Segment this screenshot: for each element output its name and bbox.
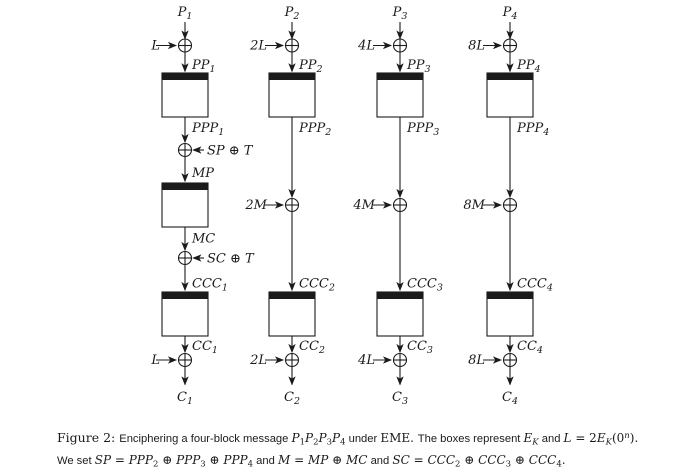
sp-xor-t-label: SP ⊕ T [207, 143, 253, 159]
mask-in-label: 2L [250, 38, 267, 54]
cipher-box [487, 292, 533, 336]
xor-icon [286, 199, 299, 212]
caption-line-1: Figure 2: Enciphering a four-block message P1P2P3P4 under EME. The boxes represent EK and $L = 2EK(0^n)$. [57, 430, 639, 448]
cc-label: $CC_1$ [192, 339, 218, 356]
xor-icon [394, 39, 407, 52]
ppp-label: $PPP_1$ [192, 121, 225, 138]
xor-icon [179, 144, 192, 157]
xor-icon [504, 39, 517, 52]
mask-out-label: L [151, 353, 160, 368]
ccc-label: $CCC_3$ [407, 276, 443, 294]
xor-icon [504, 354, 517, 367]
p-label: $P_1$ [177, 5, 193, 22]
cipher-box [269, 73, 315, 117]
mask-mid-label: 2M [245, 198, 267, 213]
column-1 [150, 5, 255, 407]
cc-label: $CC_4$ [517, 339, 543, 356]
xor-icon [179, 39, 192, 52]
pp-label: $PP_2$ [299, 58, 323, 75]
xor-icon [286, 39, 299, 52]
xor-icon [179, 252, 192, 265]
cc-label: $CC_2$ [299, 339, 325, 356]
c-label: $C_4$ [502, 390, 518, 407]
column-4 [463, 5, 552, 407]
cipher-box [162, 292, 208, 336]
pp-label: $PP_4$ [517, 58, 541, 75]
mask-in-label: 8L [468, 38, 485, 54]
ccc-label: $CCC_4$ [517, 276, 553, 294]
cipher-box [377, 73, 423, 117]
xor-icon [179, 354, 192, 367]
mc-label: MC [192, 231, 216, 247]
cipher-box [487, 73, 533, 117]
mask-in-label: L [151, 38, 160, 54]
p-label: $P_3$ [392, 5, 408, 22]
cipher-box [377, 292, 423, 336]
mask-out-label: 8L [468, 353, 485, 368]
ppp-label: $PPP_2$ [299, 121, 332, 138]
cipher-box [162, 183, 208, 227]
xor-icon [394, 199, 407, 212]
xor-icon [504, 199, 517, 212]
cc-label: $CC_3$ [407, 339, 433, 356]
column-2 [244, 5, 334, 407]
p-label: $P_2$ [284, 5, 300, 22]
cipher-box [269, 292, 315, 336]
cipher-box [162, 73, 208, 117]
figure-caption [57, 429, 657, 472]
ppp-label: $PPP_4$ [517, 121, 550, 138]
p-label: $P_4$ [502, 5, 518, 22]
mp-label: MP [192, 166, 215, 181]
column-3 [352, 5, 442, 407]
ppp-label: $PPP_3$ [407, 121, 440, 138]
mask-out-label: 2L [250, 353, 267, 368]
c-label: $C_1$ [177, 390, 193, 407]
c-label: $C_3$ [392, 390, 408, 407]
xor-icon [286, 354, 299, 367]
pp-label: $PP_1$ [192, 58, 216, 75]
mask-mid-label: 8M [463, 198, 485, 213]
ccc-label: $CCC_2$ [299, 276, 335, 294]
mask-out-label: 4L [358, 353, 375, 368]
xor-icon [394, 354, 407, 367]
pp-label: $PP_3$ [407, 58, 431, 75]
c-label: $C_2$ [284, 390, 300, 407]
mask-mid-label: 4M [353, 198, 375, 213]
ccc-label: $CCC_1$ [192, 276, 228, 294]
caption-line-2: We set SP = PPP2 ⊕ PPP3 ⊕ PPP4 and M = MP ⊕ MC and SC = CCC2 ⊕ CCC3 ⊕ CCC4. [57, 453, 566, 470]
sc-xor-t-label: SC ⊕ T [207, 251, 254, 267]
mask-in-label: 4L [358, 38, 375, 54]
